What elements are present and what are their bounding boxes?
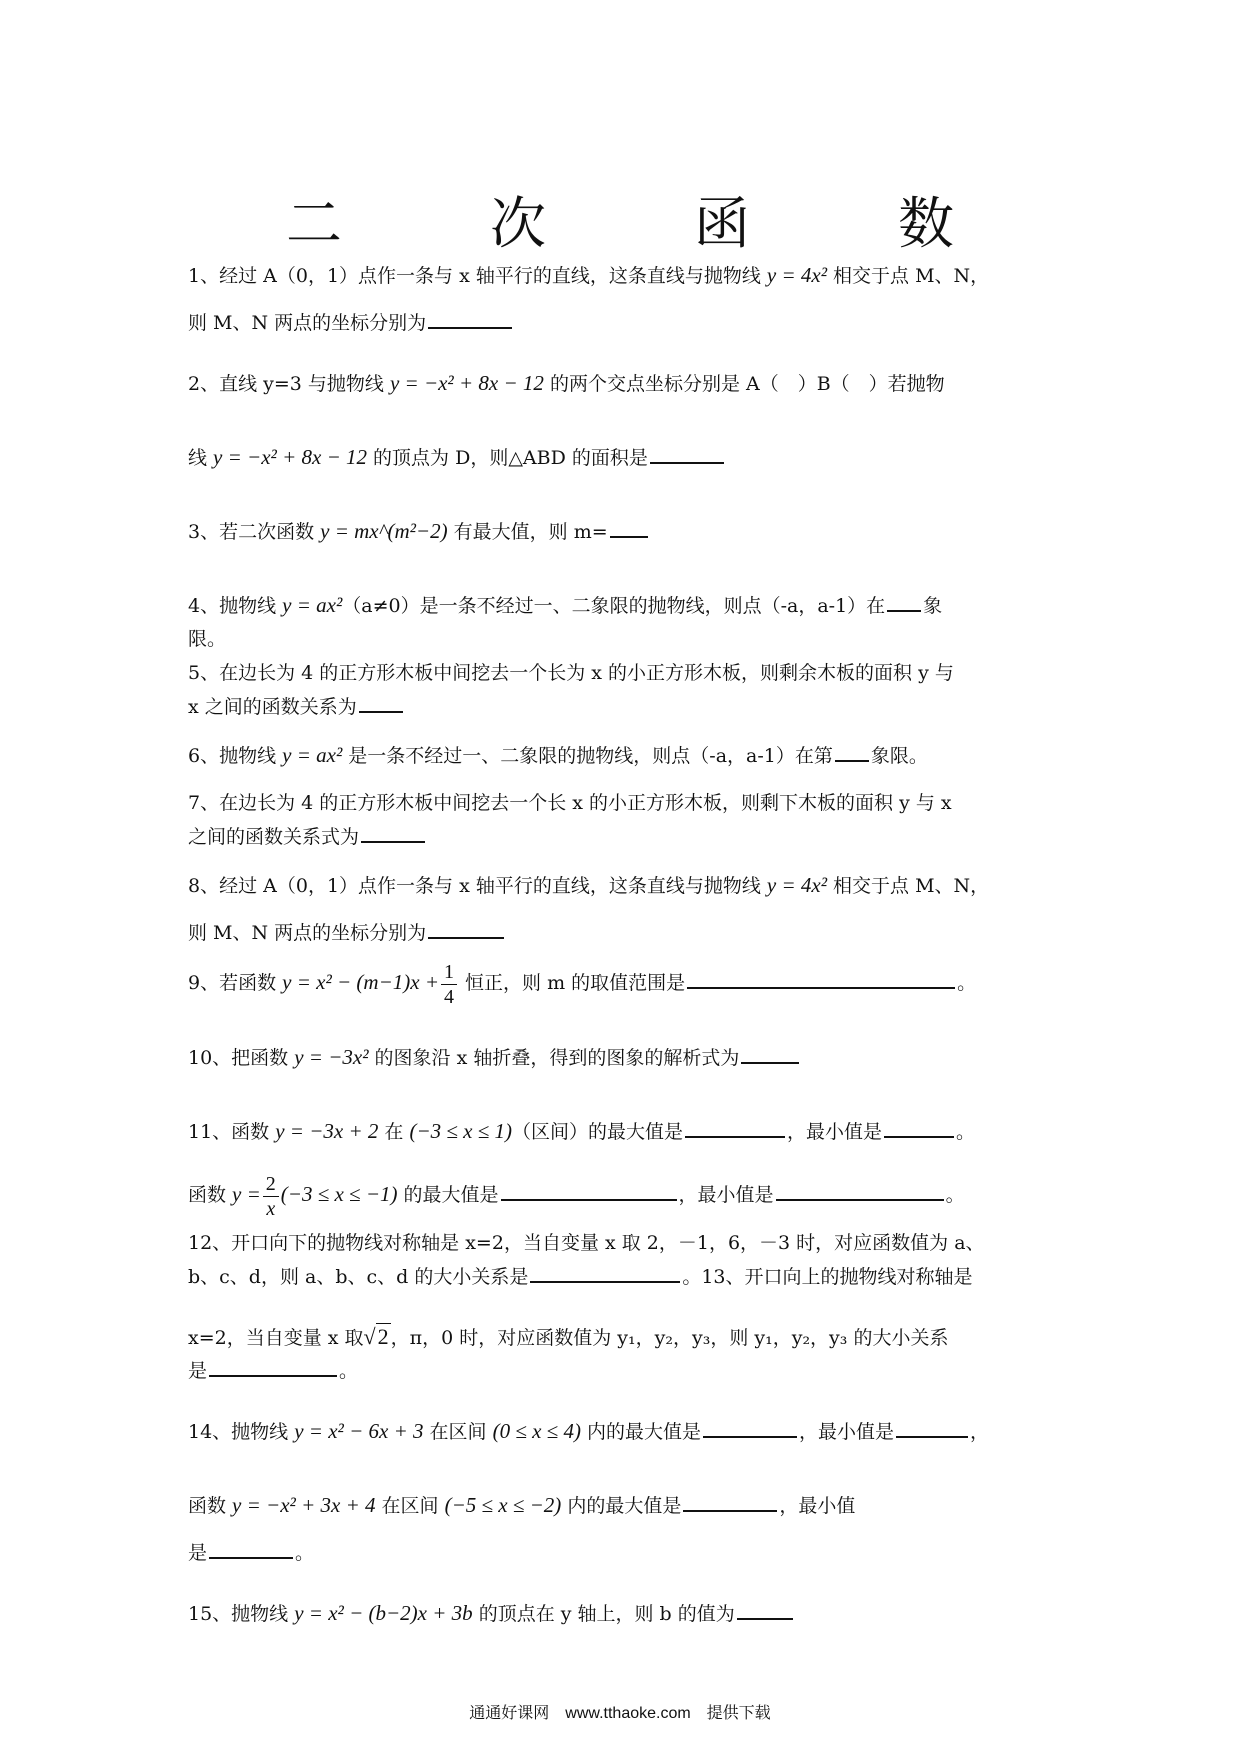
text: 。 [295, 1542, 315, 1564]
text: （区间）的最大值是 [512, 1121, 684, 1143]
problem-4-line-1 [188, 588, 1068, 622]
text: ，最小值是 [787, 1121, 883, 1143]
answer-blank[interactable] [610, 516, 648, 538]
problem-13-line-1 [188, 1320, 1068, 1354]
text: ， [970, 1421, 990, 1443]
answer-blank[interactable] [741, 1042, 799, 1064]
formula: y = mx^(m²−2) [320, 519, 448, 543]
fraction-numerator: 2 [263, 1174, 279, 1197]
text: 象 [923, 595, 943, 617]
text: 。 [339, 1360, 359, 1382]
formula: y = ax² [282, 593, 343, 617]
answer-blank[interactable] [361, 821, 425, 843]
text: 的顶点为 D，则△ABD 的面积是 [367, 447, 648, 469]
text: 是一条不经过一、二象限的抛物线，则点（-a，a-1）在第 [342, 745, 833, 767]
fraction [441, 962, 457, 1007]
text: 在 [378, 1121, 410, 1143]
answer-blank[interactable] [896, 1416, 968, 1438]
formula: y = −x² + 3x + 4 [232, 1493, 376, 1517]
text: 。 [945, 1184, 965, 1206]
text: 象限。 [870, 745, 928, 767]
text: 在区间 [423, 1421, 493, 1443]
formula: (−5 ≤ x ≤ −2) [444, 1493, 562, 1517]
problem-13-line-2 [188, 1354, 1068, 1388]
text: 7、在边长为 4 的正方形木板中间挖去一个长 x 的小正方形木板，则剩下木板的面积 y 与 x [188, 792, 952, 814]
text: 10、把函数 [188, 1047, 295, 1069]
answer-blank[interactable] [530, 1261, 680, 1283]
formula: (−3 ≤ x ≤ −1) [280, 1182, 398, 1206]
answer-blank[interactable] [835, 740, 869, 762]
text: 则 M、N 两点的坐标分别为 [188, 922, 427, 944]
text: 相交于点 M、N， [826, 875, 990, 897]
formula: y = x² − 6x + 3 [294, 1419, 424, 1443]
problem-1-line-2 [188, 306, 1068, 340]
problem-12-line-1 [188, 1226, 1068, 1260]
formula: y = −3x² [294, 1045, 369, 1069]
text: 的最大值是 [397, 1184, 499, 1206]
formula: y = −x² + 8x − 12 [389, 371, 544, 395]
problem-9 [188, 950, 1068, 1014]
answer-blank[interactable] [650, 442, 724, 464]
answer-blank[interactable] [501, 1179, 677, 1201]
radicand: 2 [377, 1324, 389, 1349]
problem-14-line-1 [188, 1414, 1068, 1448]
text: ，最小值是 [678, 1184, 774, 1206]
problem-11-line-2 [188, 1162, 1068, 1226]
text: ，π，0 时，对应函数值为 y₁，y₂，y₃，则 y₁，y₂，y₃ 的大小关系 [390, 1327, 949, 1349]
formula: y = ax² [282, 743, 343, 767]
text: 。 [957, 972, 977, 994]
answer-blank[interactable] [428, 307, 512, 329]
text: 。 [956, 1121, 976, 1143]
text: 在区间 [375, 1495, 445, 1517]
text: 内的最大值是 [561, 1495, 682, 1517]
problem-2-line-1 [188, 366, 1068, 400]
text: 是 [188, 1542, 208, 1564]
page-footer: 通通好课网 www.tthaoke.com 提供下载 [469, 1705, 771, 1722]
answer-blank[interactable] [884, 1116, 954, 1138]
problem-6 [188, 738, 1068, 772]
text: 函数 [188, 1184, 233, 1206]
answer-blank[interactable] [209, 1355, 337, 1377]
text: 1、经过 A（0，1）点作一条与 x 轴平行的直线，这条直线与抛物线 [188, 265, 767, 287]
text: 8、经过 A（0，1）点作一条与 x 轴平行的直线，这条直线与抛物线 [188, 875, 767, 897]
problem-15 [188, 1596, 1068, 1630]
text: 11、函数 [188, 1121, 276, 1143]
text: 。13、开口向上的抛物线对称轴是 [682, 1266, 973, 1288]
fraction-numerator: 1 [441, 962, 457, 985]
text: 6、抛物线 [188, 745, 283, 767]
text: x 之间的函数关系为 [188, 696, 357, 718]
answer-blank[interactable] [683, 1490, 777, 1512]
problem-11-line-1 [188, 1114, 1068, 1148]
formula: y = −3x + 2 [275, 1119, 379, 1143]
problem-14-line-3 [188, 1536, 1068, 1570]
text: 的顶点在 y 轴上，则 b 的值为 [472, 1603, 735, 1625]
formula: y = −x² + 8x − 12 [213, 445, 367, 469]
problem-8-line-1 [188, 868, 1068, 902]
answer-blank[interactable] [209, 1537, 293, 1559]
answer-blank[interactable] [428, 917, 504, 939]
text: ，最小值 [779, 1495, 856, 1517]
text: 2、直线 y=3 与抛物线 [188, 373, 390, 395]
answer-blank[interactable] [685, 1116, 785, 1138]
formula: y = x² − (m−1)x + [282, 970, 439, 994]
page-title: 二 次 函 数 [286, 192, 1000, 257]
text: 内的最大值是 [580, 1421, 701, 1443]
formula: y = 4x² [766, 263, 827, 287]
text: 的两个交点坐标分别是 A（ ）B（ ）若抛物 [543, 373, 945, 395]
text: ，最小值是 [799, 1421, 895, 1443]
text: 恒正，则 m 的取值范围是 [458, 972, 686, 994]
text: b、c、d，则 a、b、c、d 的大小关系是 [188, 1266, 529, 1288]
answer-blank[interactable] [703, 1416, 797, 1438]
text: 之间的函数关系式为 [188, 826, 360, 848]
text: 限。 [188, 628, 227, 650]
problem-14-line-2 [188, 1488, 1068, 1522]
text: 12、开口向下的抛物线对称轴是 x=2，当自变量 x 取 2，－1，6，－3 时，对应函数值为 a、 [188, 1232, 985, 1254]
formula: y = 4x² [766, 873, 827, 897]
square-root: √2 [363, 1324, 389, 1349]
answer-blank[interactable] [887, 590, 921, 612]
problem-12-line-2 [188, 1260, 1068, 1294]
problem-5-line-1 [188, 656, 1068, 690]
text: （a≠0）是一条不经过一、二象限的抛物线，则点（-a，a-1）在 [342, 595, 886, 617]
fraction [263, 1174, 279, 1219]
problem-10 [188, 1040, 1068, 1074]
problem-5-line-2 [188, 690, 1068, 724]
text: 5、在边长为 4 的正方形木板中间挖去一个长为 x 的小正方形木板，则剩余木板的面积 y 与 [188, 662, 954, 684]
text: 有最大值，则 m= [447, 521, 608, 543]
formula: y = [232, 1182, 261, 1206]
problem-2-line-2 [188, 440, 1068, 474]
problem-7-line-1 [188, 786, 1068, 820]
answer-blank[interactable] [687, 967, 955, 989]
text: 14、抛物线 [188, 1421, 295, 1443]
problem-list [188, 258, 1068, 1630]
formula: (0 ≤ x ≤ 4) [492, 1419, 581, 1443]
text: 的图象沿 x 轴折叠，得到的图象的解析式为 [368, 1047, 740, 1069]
fraction-denominator: x [266, 1197, 276, 1220]
text: 15、抛物线 [188, 1603, 295, 1625]
problem-8-line-2 [188, 916, 1068, 950]
text: 4、抛物线 [188, 595, 283, 617]
text: 3、若二次函数 [188, 521, 321, 543]
answer-blank[interactable] [359, 691, 403, 713]
text: 线 [188, 447, 214, 469]
problem-3 [188, 514, 1068, 548]
formula: y = x² − (b−2)x + 3b [294, 1601, 473, 1625]
problem-4-line-2 [188, 622, 1068, 656]
formula: (−3 ≤ x ≤ 1) [409, 1119, 512, 1143]
problem-1-line-1 [188, 258, 1068, 292]
text: 则 M、N 两点的坐标分别为 [188, 312, 427, 334]
text: 是 [188, 1360, 208, 1382]
answer-blank[interactable] [737, 1598, 793, 1620]
text: 相交于点 M、N， [826, 265, 990, 287]
answer-blank[interactable] [776, 1179, 944, 1201]
fraction-denominator: 4 [443, 985, 454, 1008]
problem-7-line-2 [188, 820, 1068, 854]
text: x=2，当自变量 x 取 [188, 1327, 364, 1349]
text: 函数 [188, 1495, 233, 1517]
text: 9、若函数 [188, 972, 283, 994]
